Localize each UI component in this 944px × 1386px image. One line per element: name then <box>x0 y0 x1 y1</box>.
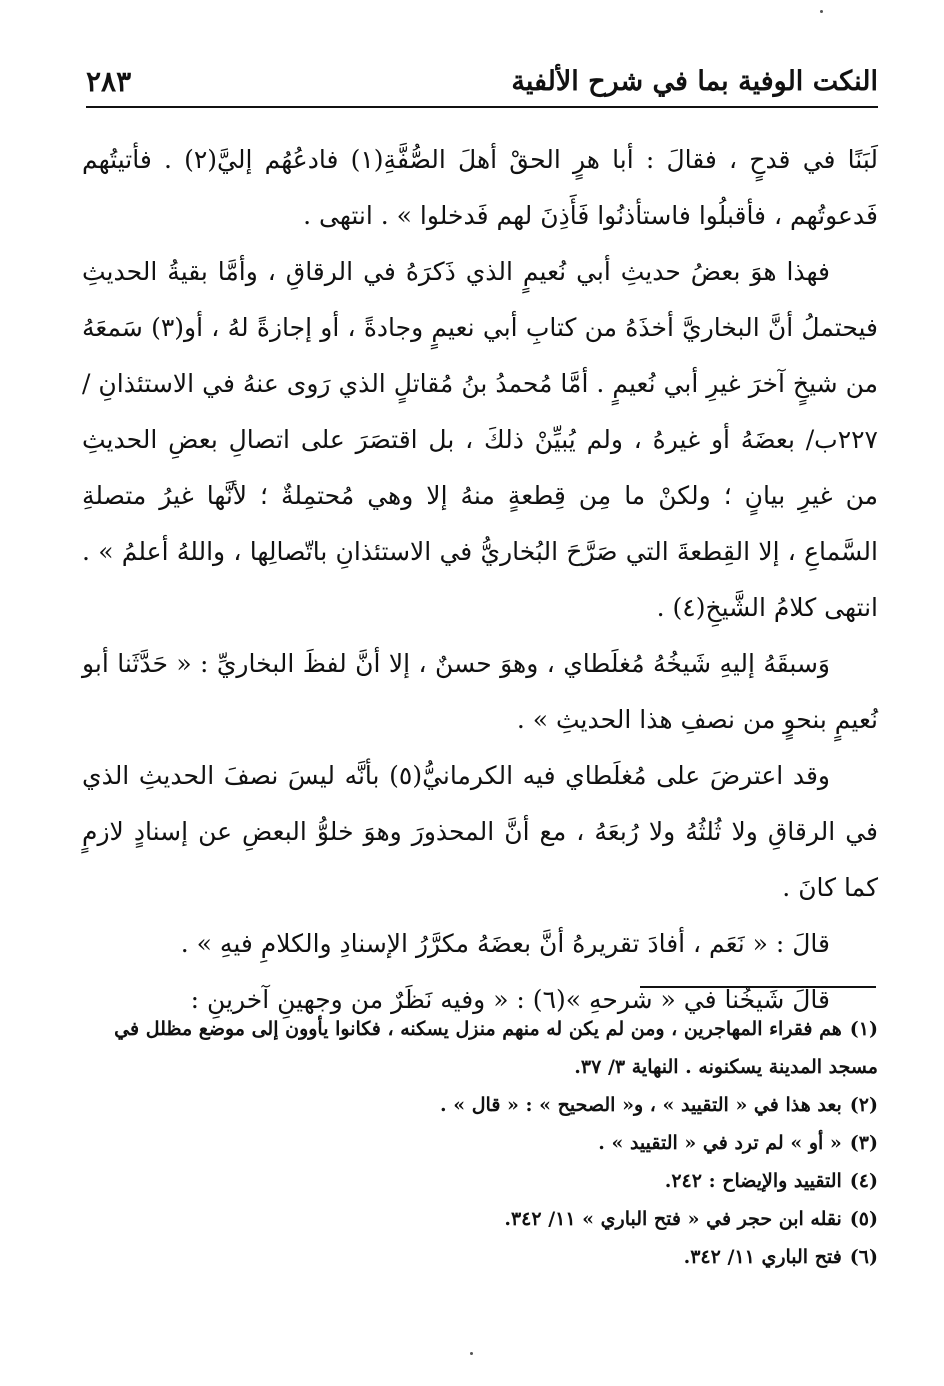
running-title: النكت الوفية بما في شرح الألفية <box>511 65 878 97</box>
footnote-number: (٥) <box>849 1208 878 1230</box>
footnote-text: نقله ابن حجر في « فتح الباري » ١١/ ٣٤٢. <box>504 1208 842 1230</box>
footnote-text: « أو » لم ترد في « التقييد » . <box>598 1132 842 1154</box>
footnote-text: بعد هذا في « التقييد » ، و« الصحيح » : « قال » . <box>440 1094 842 1116</box>
footnote-item <box>82 1162 878 1200</box>
footnotes <box>82 1010 878 1276</box>
footnote-item <box>82 1124 878 1162</box>
paragraph: قالَ : « نَعَم ، أفادَ تقريرهُ أنَّ بعضَهُ مكرَّرُ الإسنادِ والكلامِ فيهِ » . <box>180 929 830 958</box>
footnote-number: (٦) <box>849 1246 878 1268</box>
scan-speck <box>470 1352 473 1355</box>
page-header <box>86 56 878 108</box>
footnote-number: (٣) <box>849 1132 878 1154</box>
scan-speck <box>820 10 823 13</box>
footnote-text: التقييد والإيضاح : ٢٤٢. <box>664 1170 842 1192</box>
main-text <box>82 132 878 1028</box>
footnote-text: فتح الباري ١١/ ٣٤٢. <box>683 1246 842 1268</box>
footnote-item <box>82 1086 878 1124</box>
paragraph: لَبَنًا في قدحٍ ، فقالَ : أبا هرٍ الحقْ أهلَ الصُّفَّةِ(١) فادعُهُم إليَّ(٢) . فأتيتُهم فَدعوتُهم ، فأقبلُوا فاستأذنُوا فَأَذِنَ لهم فَدخلوا » . انتهى . <box>82 145 878 230</box>
footnote-number: (٤) <box>849 1170 878 1192</box>
footnote-number: (٢) <box>849 1094 878 1116</box>
footnote-item <box>82 1200 878 1238</box>
footnote-text: هم فقراء المهاجرين ، ومن لم يكن له منهم منزل يسكنه ، فكانوا يأوون إلى موضع مظلل في مسجد المدينة يسكنونه . النهاية ٣/ ٣٧. <box>114 1018 878 1078</box>
footnote-separator <box>640 986 876 988</box>
paragraph: فهذا هوَ بعضُ حديثِ أبي نُعيمٍ الذي ذَكرَهُ في الرقاقِ ، وأمَّا بقيةُ الحديثِ فيحتملُ أنَّ البخاريَّ أخذَهُ من كتابِ أبي نعيمٍ وجادةً ، أو إجازةً لهُ ، أو(٣) سَمعَهُ من شيخٍ آخرَ غيرِ أبي نُعيمٍ . أمَّا مُحمدُ بنُ مُقاتلٍ الذي رَوى عنهُ في الاستئذانِ /٢٢٧ب/ بعضَهُ أو غيرهُ ، ولم يُبيِّنْ ذلكَ ، بل اقتصَرَ على اتصالِ بعضِ الحديثِ من غيرِ بيانٍ ؛ ولكنْ ما مِن قِطعةٍ منهُ إلا وهي مُحتمِلةٌ ؛ لأنَّها غيرُ متصلةِ السَّماعِ ، إلا القِطعةَ التي صَرَّحَ البُخاريُّ في الاستئذانِ باتّصالِها ، واللهُ أعلمُ » . انتهى كلامُ الشَّيخِ(٤) . <box>82 257 878 622</box>
paragraph: قالَ شَيخُنا في « شرحهِ »(٦) : « وفيه نَظَرٌ من وجهينِ آخرينِ : <box>190 985 830 1014</box>
paragraph: وقد اعترضَ على مُغلَطاي فيه الكرمانيُّ(٥) بأنَّه ليسَ نصفَ الحديثِ الذي في الرقاقِ ولا ثُلثُهُ ولا رُبعَهُ ، مع أنَّ المحذورَ وهوَ خلوُّ البعضِ عن إسنادٍ لازمٍ كما كانَ . <box>82 761 878 902</box>
page-number: ٢٨٣ <box>86 64 132 98</box>
footnote-number: (١) <box>849 1018 878 1040</box>
footnote-item <box>82 1238 878 1276</box>
paragraph: وَسبقَهُ إليهِ شَيخُهُ مُغلَطاي ، وهوَ حسنٌ ، إلا أنَّ لفظَ البخاريِّ : « حَدَّثَنا أبو نُعيمٍ بنحوٍ من نصفِ هذا الحديثِ » . <box>82 649 878 734</box>
footnote-item <box>82 1010 878 1086</box>
